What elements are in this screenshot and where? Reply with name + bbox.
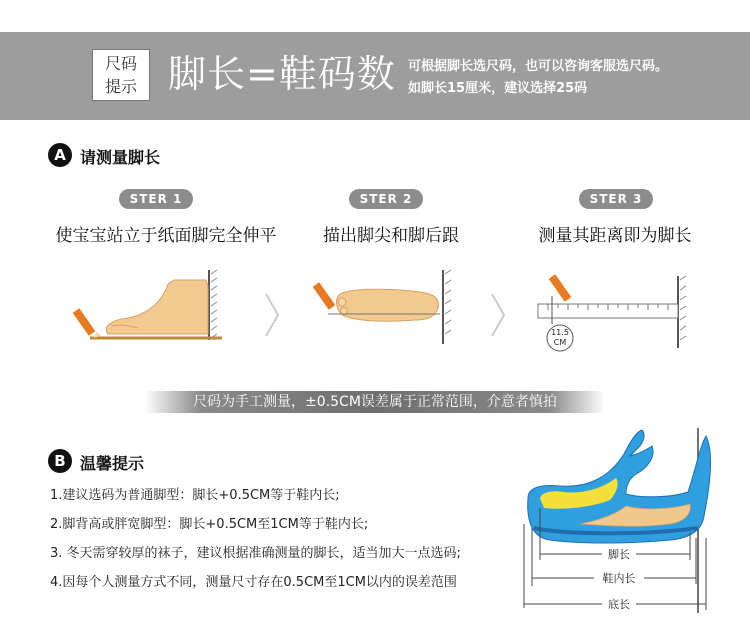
- section-a-title: 请测量脚长: [80, 148, 161, 167]
- tip-item-3: 3. 冬天需穿较厚的袜子，建议根据准确测量的脚长，适当加大一点选码;: [50, 546, 461, 561]
- step-2-text: 描出脚尖和脚后跟: [323, 226, 459, 246]
- section-b-title: 温馨提示: [80, 454, 145, 473]
- banner-desc-line2: 如脚长15厘米，建议选择25码: [408, 81, 588, 96]
- top-spacer: [0, 0, 750, 32]
- banner-description: [408, 56, 668, 100]
- step-1-badge: STER 1: [119, 189, 193, 209]
- step-1-foot-illustration: [72, 266, 232, 346]
- shoe-size-diagram: [520, 428, 740, 628]
- step-3-text: 测量其距离即为脚长: [538, 226, 692, 246]
- foot-length-label: 脚长: [608, 548, 630, 561]
- step-1-text: 使宝宝站立于纸面脚完全伸平: [55, 226, 277, 246]
- step-2-foot-illustration: [300, 266, 460, 346]
- measure-unit-label: CM: [553, 338, 567, 347]
- tip-item-1: 1.建议选码为普通脚型：脚长+0.5CM等于鞋内长;: [50, 488, 340, 503]
- step-3-badge: STER 3: [579, 189, 653, 209]
- size-tip-box: [92, 49, 150, 101]
- measure-value-label: 11.5: [551, 328, 569, 337]
- tip-item-4: 4.因每个人测量方式不同，测量尺寸存在0.5CM至1CM以内的误差范围: [50, 575, 457, 590]
- sole-length-label: 底长: [608, 598, 630, 611]
- size-tip-line2: 提示: [104, 77, 137, 96]
- size-tip-line1: 尺码: [104, 54, 137, 73]
- banner-desc-line1: 可根据脚长选尺码，也可以咨询客服选尺码。: [408, 59, 669, 74]
- section-a-badge: A: [48, 143, 72, 167]
- measurement-note: 尺码为手工测量，±0.5CM误差属于正常范围，介意者慎拍: [193, 394, 557, 410]
- step-arrow-1-icon: [262, 292, 282, 338]
- tip-item-2: 2.脚背高或胖宽脚型：脚长+0.5CM至1CM等于鞋内长;: [50, 517, 369, 532]
- step-arrow-2-icon: [488, 292, 508, 338]
- inner-length-label: 鞋内长: [602, 572, 636, 585]
- banner-title: 脚长=鞋码数: [168, 52, 396, 96]
- step-3-ruler-illustration: [530, 266, 695, 356]
- step-2-badge: STER 2: [349, 189, 423, 209]
- section-b-badge: B: [48, 449, 72, 473]
